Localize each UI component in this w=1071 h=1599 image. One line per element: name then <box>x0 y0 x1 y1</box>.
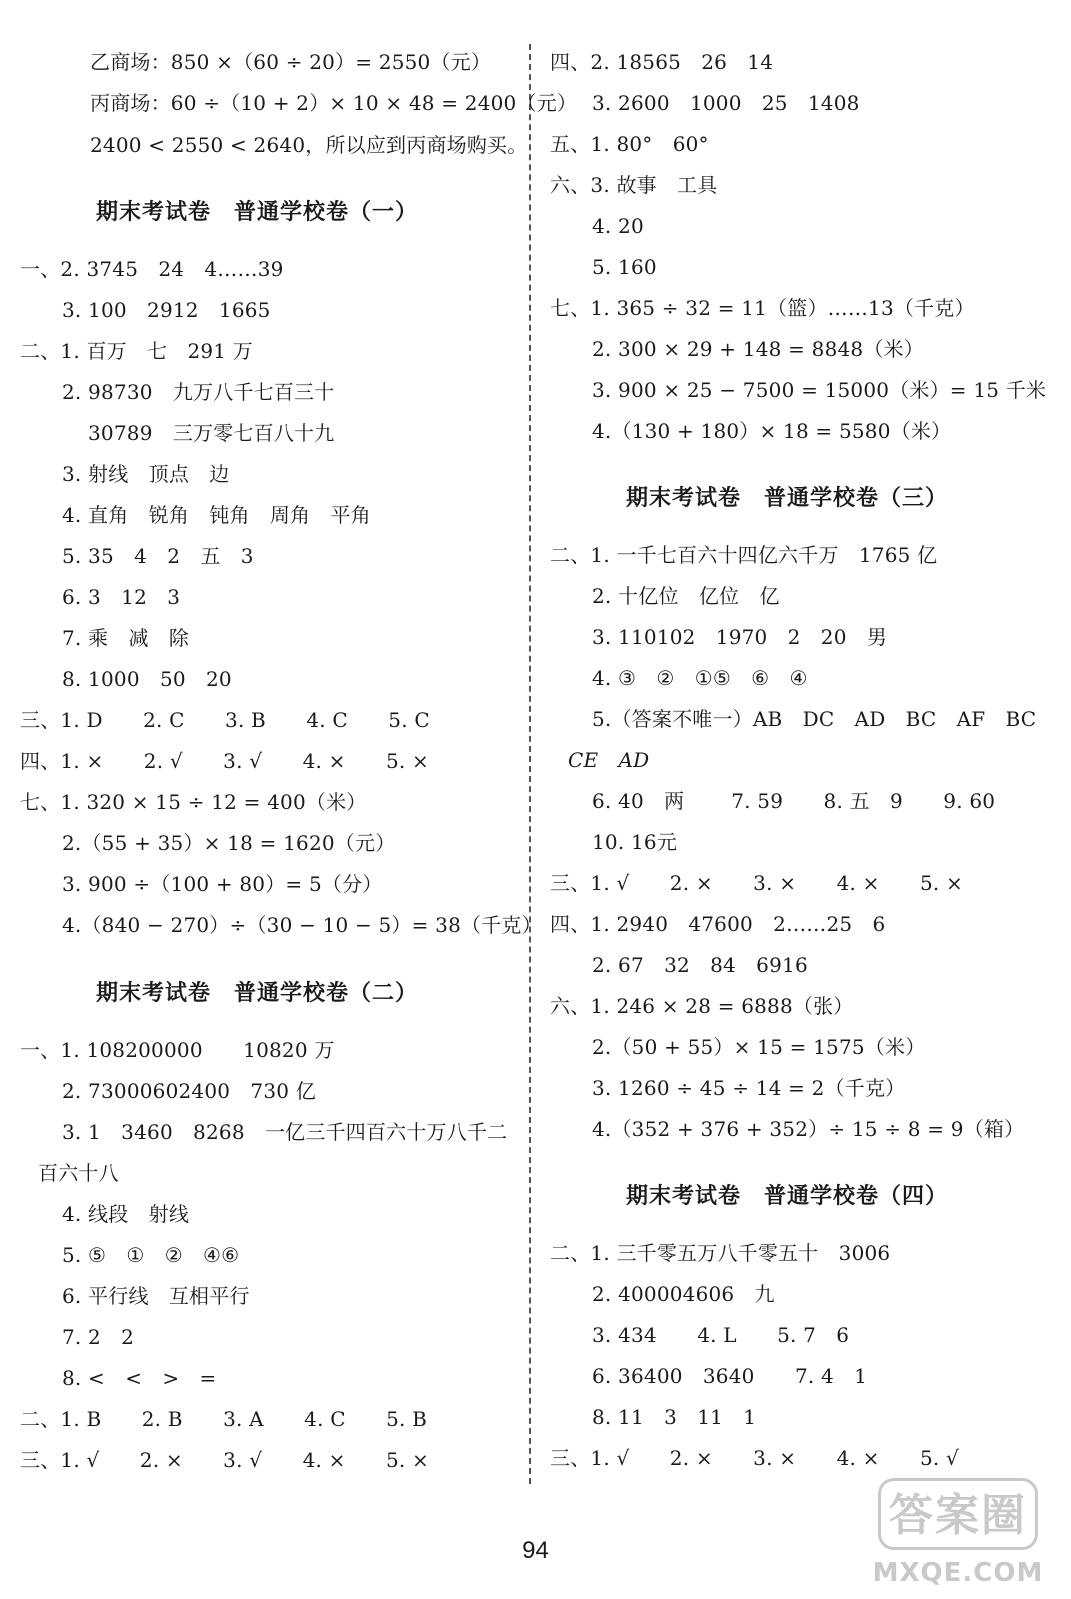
answer-line: 2.（55 + 35）× 18 = 1620（元） <box>62 831 396 855</box>
answer-line: 6. 40 两 7. 59 8. 五 9 9. 60 <box>592 789 996 813</box>
answer-line: 六、1. 246 × 28 = 6888（张） <box>550 994 854 1018</box>
section-title-paper-1: 期末考试卷 普通学校卷（一） <box>96 200 419 225</box>
answer-line: 4. 线段 射线 <box>62 1202 190 1226</box>
answer-line: 4.（352 + 376 + 352）÷ 15 ÷ 8 = 9（箱） <box>592 1117 1025 1141</box>
answer-line: 四、1. × 2. √ 3. √ 4. × 5. × <box>20 749 429 773</box>
answer-line: 10. 16元 <box>592 830 678 854</box>
answer-line: 3. 900 × 25 − 7500 = 15000（米）= 15 千米 <box>592 378 1047 402</box>
answer-line: 2. 73000602400 730 亿 <box>62 1079 316 1103</box>
answer-line: CE AD <box>568 748 650 772</box>
answer-line: 5. 35 4 2 五 3 <box>62 544 254 568</box>
answer-line: 三、1. √ 2. × 3. × 4. × 5. √ <box>550 1446 959 1470</box>
answer-line: 2.（50 + 55）× 15 = 1575（米） <box>592 1035 926 1059</box>
answer-line: 7. 乘 减 除 <box>62 626 190 650</box>
answer-line: 二、1. 一千七百六十四亿六千万 1765 亿 <box>550 543 938 567</box>
answer-line: 乙商场：850 ×（60 ÷ 20）= 2550（元） <box>90 50 492 74</box>
answer-line: 2400 < 2550 < 2640，所以应到丙商场购买。 <box>90 133 528 157</box>
section-title-paper-2: 期末考试卷 普通学校卷（二） <box>96 981 419 1006</box>
answer-line: 一、2. 3745 24 4……39 <box>20 257 284 281</box>
answer-line: 六、3. 故事 工具 <box>550 173 718 197</box>
answer-line: 7. 2 2 <box>62 1325 135 1349</box>
answer-line: 丙商场：60 ÷（10 + 2）× 10 × 48 = 2400（元） <box>90 91 578 115</box>
answer-line: 3. 100 2912 1665 <box>62 298 271 322</box>
answer-line: 3. 900 ÷（100 + 80）= 5（分） <box>62 872 383 896</box>
answer-line: 二、1. 三千零五万八千零五十 3006 <box>550 1241 891 1265</box>
watermark <box>858 1478 1058 1590</box>
answer-line: 3. 434 4. L 5. 7 6 <box>592 1323 850 1347</box>
answer-line: 3. 射线 顶点 边 <box>62 462 230 486</box>
column-divider <box>529 44 531 1484</box>
answer-line: 七、1. 320 × 15 ÷ 12 = 400（米） <box>20 790 367 814</box>
answer-line: 七、1. 365 ÷ 32 = 11（篮）……13（千克） <box>550 296 975 320</box>
answer-line: 3. 110102 1970 2 20 男 <box>592 625 888 649</box>
answer-line: 五、1. 80° 60° <box>550 132 709 156</box>
answer-line: 三、1. D 2. C 3. B 4. C 5. C <box>20 708 430 732</box>
answer-line: 2. 十亿位 亿位 亿 <box>592 584 780 608</box>
page-number: 94 <box>522 1537 549 1564</box>
answer-line: 一、1. 108200000 10820 万 <box>20 1038 335 1062</box>
answer-line: 二、1. 百万 七 291 万 <box>20 339 253 363</box>
answer-line: 6. 平行线 互相平行 <box>62 1284 250 1308</box>
watermark-logo: 答案圈 <box>878 1478 1038 1550</box>
answer-line: 二、1. B 2. B 3. A 4. C 5. B <box>20 1407 428 1431</box>
answer-line: 2. 400004606 九 <box>592 1282 775 1306</box>
answer-line: 6. 36400 3640 7. 4 1 <box>592 1364 868 1388</box>
section-title-paper-4: 期末考试卷 普通学校卷（四） <box>626 1184 949 1209</box>
answer-line: 四、1. 2940 47600 2……25 6 <box>550 912 886 936</box>
answer-line: 30789 三万零七百八十九 <box>88 421 335 445</box>
answer-line: 4.（840 − 270）÷（30 − 10 − 5）= 38（千克） <box>62 913 542 937</box>
answer-line: 3. 2600 1000 25 1408 <box>592 91 860 115</box>
answer-line: 4.（130 + 180）× 18 = 5580（米） <box>592 419 952 443</box>
answer-line: 6. 3 12 3 <box>62 585 181 609</box>
answer-line: 5.（答案不唯一）AB DC AD BC AF BC <box>592 707 1037 731</box>
answer-line: 2. 67 32 84 6916 <box>592 953 808 977</box>
answer-line: 四、2. 18565 26 14 <box>550 50 774 74</box>
answer-line: 百六十八 <box>38 1161 119 1185</box>
answer-line: 4. ③ ② ①⑤ ⑥ ④ <box>592 666 808 690</box>
answer-line: 4. 20 <box>592 214 644 238</box>
watermark-url: MXQE.COM <box>872 1558 1044 1588</box>
answer-line: 5. 160 <box>592 255 657 279</box>
answer-line: 8. 11 3 11 1 <box>592 1405 757 1429</box>
answer-line: 三、1. √ 2. × 3. √ 4. × 5. × <box>20 1448 429 1472</box>
answer-line: 3. 1 3460 8268 一亿三千四百六十万八千二 <box>62 1120 508 1144</box>
answer-line: 8. < < > = <box>62 1366 217 1390</box>
answer-line: 三、1. √ 2. × 3. × 4. × 5. × <box>550 871 963 895</box>
section-title-paper-3: 期末考试卷 普通学校卷（三） <box>626 486 949 511</box>
answer-line: 2. 300 × 29 + 148 = 8848（米） <box>592 337 924 361</box>
answer-line: 4. 直角 锐角 钝角 周角 平角 <box>62 503 371 527</box>
answer-line: 2. 98730 九万八千七百三十 <box>62 380 335 404</box>
answer-line: 5. ⑤ ① ② ④⑥ <box>62 1243 240 1267</box>
answer-line: 3. 1260 ÷ 45 ÷ 14 = 2（千克） <box>592 1076 906 1100</box>
answer-line: 8. 1000 50 20 <box>62 667 232 691</box>
